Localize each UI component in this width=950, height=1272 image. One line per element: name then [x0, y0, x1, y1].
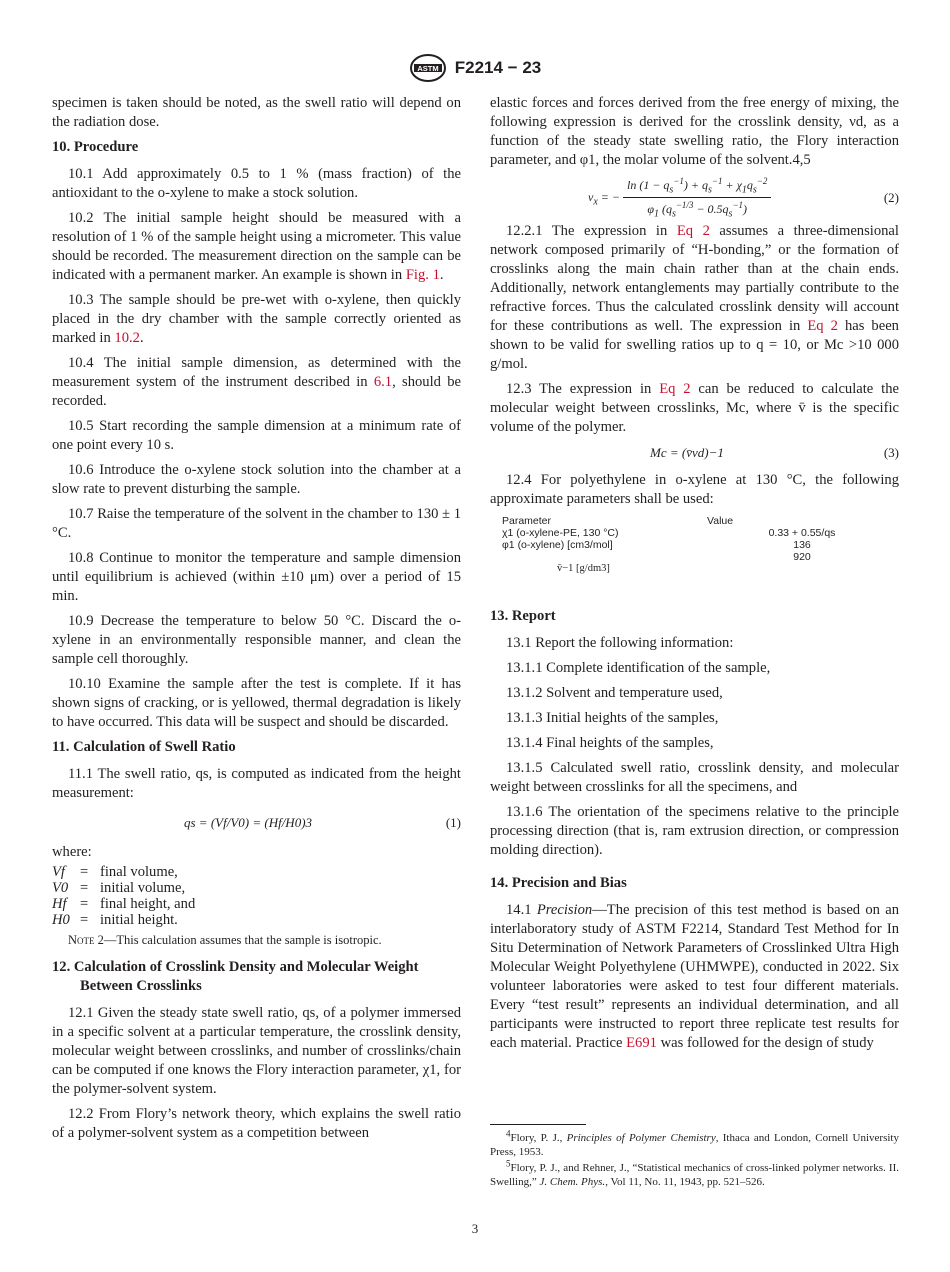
paragraph-13-1: 13.1 Report the following information: [506, 635, 734, 651]
paragraph-10-8: 10.8 Continue to monitor the temperature and sample dimension until equilibrium is achieved (within ±10 μm) over a period of 15 min. [52, 550, 461, 604]
left-column [52, 94, 461, 1149]
paragraph-12-3: 12.3 The expression in Eq 2 can be reduced to calculate the molecular weight between crosslinks, Mc, where v̄ is the specific volume of the polymer. [490, 381, 899, 435]
page-number: 3 [471, 1221, 479, 1236]
paragraph-10-3: 10.3 The sample should be pre-wet with o-xylene, then quickly placed in the dry chamber with the sample correctly oriented as marked in 10.2. [52, 292, 461, 346]
paragraph-13-1-3: 13.1.3 Initial heights of the samples, [506, 710, 719, 726]
paragraph-10-1: 10.1 Add approximately 0.5 to 1 % (mass fraction) of the antioxidant to the o-xylene to make a stock solution. [52, 166, 461, 201]
where-label: where: [52, 844, 92, 860]
section-12-title: 12. Calculation of Crosslink Density and Molecular Weight Between Crosslinks [52, 959, 419, 994]
standard-designation: F2214 − 23 [454, 58, 542, 77]
section-14-title: 14. Precision and Bias [490, 875, 627, 891]
table-row: χ1 (o-xylene-PE, 130 °C) 0.33 + 0.55/qs [502, 527, 836, 539]
where-item: Hf = final height, and [52, 896, 196, 912]
paragraph-intro: specimen is taken should be noted, as the swell ratio will depend on the radiation dose. [52, 95, 461, 130]
section-10-2-link[interactable]: 10.2 [114, 330, 140, 346]
paragraph-14-1: 14.1 Precision—The precision of this test method is based on an interlaboratory study of ASTM F2214, Standard Test Method for In Situ Determination of Network Parameters of Crosslinked Ultra High Molecular Weight Polyethylene (UHMWPE), conducted in 2022. Six volunteer laboratories were asked to test four different materials. Every “test result” represents an individual determination, and all participants were instructed to report three replicate test results for each material. Practice E691 was followed for the design of study [490, 902, 899, 1051]
section-6-1-link[interactable]: 6.1 [373, 374, 393, 390]
section-11-title: 11. Calculation of Swell Ratio [52, 739, 236, 755]
equation-1 [52, 809, 461, 837]
equation-1-number: (1) [445, 815, 461, 830]
footnote-4: $^4$Flory, P. J., Principles of Polymer Chemistry, Ithaca and London, Cornell University Press, 1953. [490, 1128, 899, 1158]
paragraph-13-1-2: 13.1.2 Solvent and temperature used, [506, 685, 723, 701]
where-list [52, 864, 461, 928]
equation-3-number: (3) [883, 445, 899, 460]
section-13-title: 13. Report [490, 608, 556, 624]
right-column [490, 94, 899, 1059]
equation-2-number: (2) [883, 190, 899, 205]
where-item: V0 = initial volume, [52, 880, 186, 896]
paragraph-13-1-1: 13.1.1 Complete identification of the sample, [506, 660, 771, 676]
paragraph-12-2: 12.2 From Flory’s network theory, which explains the swell ratio of a polymer-solvent system as a competition between [52, 1106, 461, 1141]
where-item: H0 = initial height. [52, 912, 178, 928]
section-10-title: 10. Procedure [52, 139, 139, 155]
paragraph-10-6: 10.6 Introduce the o-xylene stock solution into the chamber at a slow rate to prevent disturbing the sample. [52, 462, 461, 497]
paragraph-12-1: 12.1 Given the steady state swell ratio, qs, of a polymer immersed in a specific solvent at a particular temperature, the crosslink density, molecular weight between crosslinks, and number of crosslinks/chain can be computed if one knows the Flory interaction parameter, χ1, for the polymer-solvent system. [52, 1005, 461, 1097]
paragraph-13-1-4: 13.1.4 Final heights of the samples, [506, 735, 714, 751]
fig-1-link[interactable]: Fig. 1 [405, 267, 440, 283]
paragraph-13-1-5: 13.1.5 Calculated swell ratio, crosslink density, and molecular weight between crosslinks for all the specimens, and [490, 760, 899, 795]
equation-3 [490, 443, 899, 465]
footnote-rule [490, 1124, 586, 1125]
paragraph-10-4: 10.4 The initial sample dimension, as determined with the measurement system of the instrument described in 6.1, should be recorded. [52, 355, 461, 409]
paragraph-12-2-1: 12.2.1 The expression in Eq 2 assumes a three-dimensional network composed primarily of “H-bonding,” or the formation of crosslinks along the main chain rather than at the chain ends. Additionally, network entanglements may partially contribute to the refractive forces. Thus the calculated crosslink density will account for these contributions as well. The expression in Eq 2 has been shown to be valid for swelling ratios up to q = 10, or Mc >10 000 g/mol. [490, 223, 899, 372]
paragraph-11-1: 11.1 The swell ratio, qs, is computed as indicated from the height measurement: [52, 766, 461, 801]
table-row: v̄−1 [g/dm3] [557, 563, 610, 574]
equation-1-body: qs = (Vf/V0) = (Hf/H0)3 [184, 815, 313, 830]
astm-logo-icon [409, 54, 447, 82]
paragraph-10-10: 10.10 Examine the sample after the test is complete. If it has shown signs of cracking, or is yellowed, thermal degradation is likely to have occurred. This data will be suspect and should be discarded. [52, 676, 461, 730]
table-row: φ1 (o-xylene) [cm3/mol] 136 [502, 539, 811, 551]
e691-link[interactable]: E691 [626, 1035, 657, 1051]
paragraph-13-1-6: 13.1.6 The orientation of the specimens relative to the principle processing direction (that is, ram extrusion direction, or compression molding direction). [490, 804, 899, 858]
paragraph-10-2: 10.2 The initial sample height should be measured with a resolution of 1 % of the sample height using a micrometer. This value should be recorded. The measurement direction on the sample can be indicated with a permanent marker. An example is shown in Fig. 1. [52, 210, 461, 283]
eq-2-link[interactable]: Eq 2 [676, 223, 710, 239]
paragraph-10-9: 10.9 Decrease the temperature to below 50 °C. Discard the o-xylene in an environmentally responsible manner, and clean the sample cell thoroughly. [52, 613, 461, 667]
page-header [0, 54, 950, 82]
logo-text: ASTM [417, 64, 439, 73]
paragraph-12-4: 12.4 For polyethylene in o-xylene at 130 °C, the following approximate parameters shall be used: [490, 472, 899, 507]
footnotes [490, 1124, 899, 1191]
footnote-5: $^5$Flory, P. J., and Rehner, J., “Statistical mechanics of cross-linked polymer networks. II. Swelling,” J. Chem. Phys., Vol 11, No. 11, 1943, pp. 521–526. [490, 1158, 899, 1188]
paragraph-10-5: 10.5 Start recording the sample dimension at a minimum rate of one point every 10 s. [52, 418, 461, 453]
where-item: Vf = final volume, [52, 864, 178, 880]
eq-2-link[interactable]: Eq 2 [807, 318, 838, 334]
table-header-parameter: Parameter [502, 515, 552, 527]
table-header-value: Value [707, 515, 734, 527]
eq-2-link[interactable]: Eq 2 [659, 381, 691, 397]
paragraph-10-7: 10.7 Raise the temperature of the solvent in the chamber to 130 ± 1 °C. [52, 506, 462, 541]
note-2: Note 2—This calculation assumes that the sample is isotropic. [68, 933, 382, 947]
parameter-table [502, 515, 897, 575]
equation-2-body: $\nu_x$ = − $\frac{\ln (1 - q_s^{-1}) + q_s^{-1} + \chi_1q_s^{-2}}{\varphi_1 (q_s^{-1/3} - 0.5q_s^{-1})}$ [588, 176, 771, 219]
equation-2 [490, 176, 899, 220]
equation-3-body: Mc = (v̄νd)−1 [650, 445, 724, 460]
paragraph-12-2-continued: elastic forces and forces derived from the free energy of mixing, the following expression is derived for the crosslink density, νd, as a function of the steady state swelling ratio, the Flory interaction parameter, and φ1, the molar volume of the solvent.4,5 [490, 95, 899, 168]
table-row: 920 [793, 551, 811, 563]
